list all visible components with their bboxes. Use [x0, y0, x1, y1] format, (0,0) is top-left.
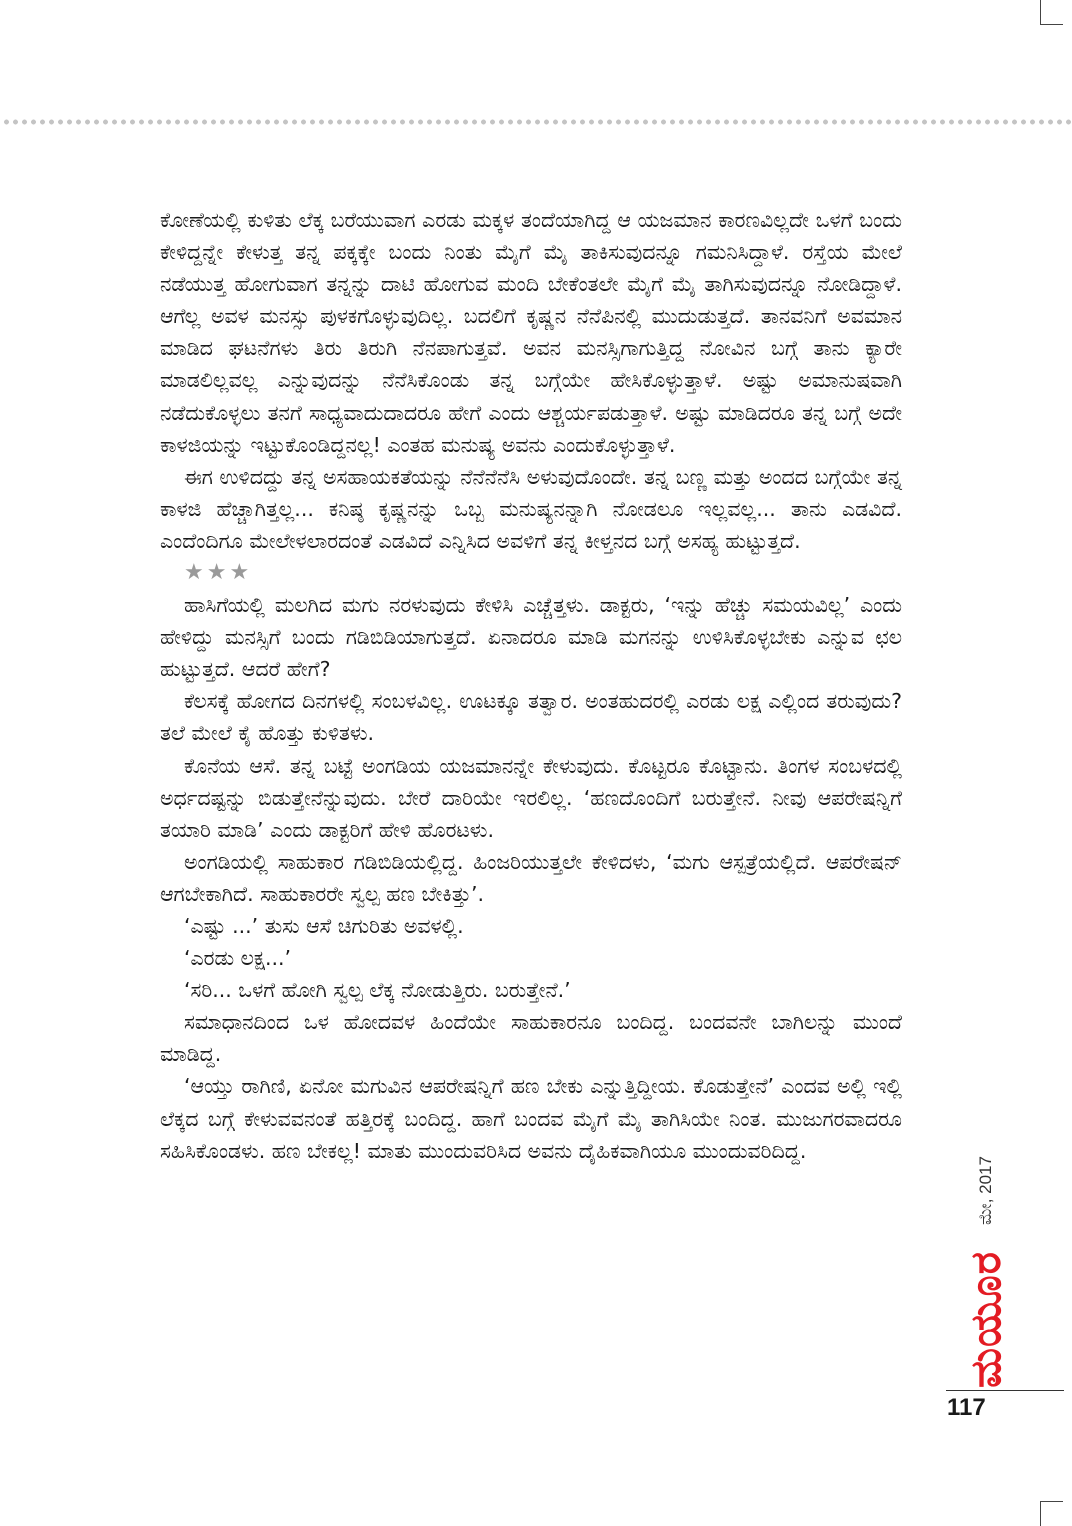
- page-number: 117: [947, 1394, 986, 1421]
- sidebar-masthead: [960, 1156, 1010, 1388]
- section-separator: ★★★: [184, 560, 253, 586]
- paragraph: ‘ಸರಿ... ಒಳಗೆ ಹೋಗಿ ಸ್ವಲ್ಪ ಲೆಕ್ಕ ನೋಡುತ್ತಿರು. ಬರುತ್ತೇನೆ.’: [184, 978, 571, 1003]
- paragraph: ಕೆಲಸಕ್ಕೆ ಹೋಗದ ದಿನಗಳಲ್ಲಿ ಸಂಬಳವಿಲ್ಲ. ಊಟಕ್ಕೂ ತತ್ವಾರ. ಅಂತಹುದರಲ್ಲಿ ಎರಡು ಲಕ್ಷ ಎಲ್ಲಿಂದ ತರುವುದು? ತಲೆ ಮೇಲೆ ಕೈ ಹೊತ್ತು ಕುಳಿತಳು.: [160, 689, 902, 746]
- footer-rule: [946, 1390, 1064, 1391]
- paragraph: ಈಗ ಉಳಿದದ್ದು ತನ್ನ ಅಸಹಾಯಕತೆಯನ್ನು ನೆನೆನೆನೆಸಿ ಅಳುವುದೊಂದೇ. ತನ್ನ ಬಣ್ಣ ಮತ್ತು ಅಂದದ ಬಗ್ಗೆಯೇ ತನ್ನ ಕಾಳಜಿ ಹೆಚ್ಚಾಗಿತ್ತಲ್ಲ... ಕನಿಷ್ಠ ಕೃಷ್ಣನನ್ನು ಒಬ್ಬ ಮನುಷ್ಯನನ್ನಾಗಿ ನೋಡಲೂ ಇಲ್ಲವಲ್ಲ... ತಾನು ಎಡವಿದೆ. ಎಂದೆಂದಿಗೂ ಮೇಲೇಳಲಾರದಂತೆ ಎಡವಿದೆ ಎನ್ನಿಸಿದ ಅವಳಿಗೆ ತನ್ನ ಕೀಳ್ತನದ ಬಗ್ಗೆ ಅಸಹ್ಯ ಹುಟ್ಟುತ್ತದೆ.: [160, 464, 902, 553]
- paragraph: ಕೊನೆಯ ಆಸೆ. ತನ್ನ ಬಟ್ಟೆ ಅಂಗಡಿಯ ಯಜಮಾನನ್ನೇ ಕೇಳುವುದು. ಕೊಟ್ಟರೂ ಕೊಟ್ಟಾನು. ತಿಂಗಳ ಸಂಬಳದಲ್ಲಿ ಅರ್ಧದಷ್ಟನ್ನು ಬಿಡುತ್ತೇನೆನ್ನುವುದು. ಬೇರೆ ದಾರಿಯೇ ಇರಲಿಲ್ಲ. ‘ಹಣದೊಂದಿಗೆ ಬರುತ್ತೇನೆ. ನೀವು ಆಪರೇಷನ್ನಿಗೆ ತಯಾರಿ ಮಾಡಿ’ ಎಂದು ಡಾಕ್ಟರಿಗೆ ಹೇಳಿ ಹೊರಟಳು.: [160, 753, 902, 842]
- crop-mark-bottom: [1040, 1501, 1063, 1526]
- paragraph: ಅಂಗಡಿಯಲ್ಲಿ ಸಾಹುಕಾರ ಗಡಿಬಿಡಿಯಲ್ಲಿದ್ದ. ಹಿಂಜರಿಯುತ್ತಲೇ ಕೇಳಿದಳು, ‘ಮಗು ಆಸ್ಪತ್ರೆಯಲ್ಲಿದೆ. ಆಪರೇಷನ್ ಆಗಬೇಕಾಗಿದೆ. ಸಾಹುಕಾರರೇ ಸ್ವಲ್ಪ ಹಣ ಬೇಕಿತ್ತು’.: [160, 849, 902, 906]
- paragraph: ‘ಎಷ್ಟು ...’ ತುಸು ಆಸೆ ಚಿಗುರಿತು ಅವಳಲ್ಲಿ.: [184, 913, 464, 938]
- article-body: [160, 204, 902, 1167]
- dotted-header-rule: [0, 118, 1072, 126]
- paragraph: ಸಮಾಧಾನದಿಂದ ಒಳ ಹೋದವಳ ಹಿಂದೆಯೇ ಸಾಹುಕಾರನೂ ಬಂದಿದ್ದ. ಬಂದವನೇ ಬಾಗಿಲನ್ನು ಮುಂದೆ ಮಾಡಿದ್ದ.: [160, 1010, 902, 1067]
- paragraph: ‘ಎರಡು ಲಕ್ಷ...’: [184, 946, 292, 971]
- paragraph: ‘ಆಯ್ತು ರಾಗಿಣಿ, ಏನೋ ಮಗುವಿನ ಆಪರೇಷನ್ನಿಗೆ ಹಣ ಬೇಕು ಎನ್ನುತ್ತಿದ್ದೀಯ. ಕೊಡುತ್ತೇನೆ’ ಎಂದವ ಅಲ್ಲಿ ಇಲ್ಲಿ ಲೆಕ್ಕದ ಬಗ್ಗೆ ಕೇಳುವವನಂತೆ ಹತ್ತಿರಕ್ಕೆ ಬಂದಿದ್ದ. ಹಾಗೆ ಬಂದವ ಮೈಗೆ ಮೈ ತಾಗಿಸಿಯೇ ನಿಂತ. ಮುಜುಗರವಾದರೂ ಸಹಿಸಿಕೊಂಡಳು. ಹಣ ಬೇಕಲ್ಲ! ಮಾತು ಮುಂದುವರಿಸಿದ ಅವನು ದೈಹಿಕವಾಗಿಯೂ ಮುಂದುವರಿದಿದ್ದ.: [160, 1074, 902, 1163]
- crop-mark-top: [1040, 0, 1063, 25]
- paragraph: ಕೋಣೆಯಲ್ಲಿ ಕುಳಿತು ಲೆಕ್ಕ ಬರೆಯುವಾಗ ಎರಡು ಮಕ್ಕಳ ತಂದೆಯಾಗಿದ್ದ ಆ ಯಜಮಾನ ಕಾರಣವಿಲ್ಲದೇ ಒಳಗೆ ಬಂದು ಕೇಳಿದ್ದನ್ನೇ ಕೇಳುತ್ತ ತನ್ನ ಪಕ್ಕಕ್ಕೇ ಬಂದು ನಿಂತು ಮೈಗೆ ಮೈ ತಾಕಿಸುವುದನ್ನೂ ಗಮನಿಸಿದ್ದಾಳೆ. ರಸ್ತೆಯ ಮೇಲೆ ನಡೆಯುತ್ತ ಹೋಗುವಾಗ ತನ್ನನ್ನು ದಾಟಿ ಹೋಗುವ ಮಂದಿ ಬೇಕೆಂತಲೇ ಮೈಗೆ ಮೈ ತಾಗಿಸುವುದನ್ನೂ ನೋಡಿದ್ದಾಳೆ. ಆಗೆಲ್ಲ ಅವಳ ಮನಸ್ಸು ಪುಳಕಗೊಳ್ಳುವುದಿಲ್ಲ. ಬದಲಿಗೆ ಕೃಷ್ಣನ ನೆನೆಪಿನಲ್ಲಿ ಮುದುಡುತ್ತದೆ. ತಾನವನಿಗೆ ಅವಮಾನ ಮಾಡಿದ ಘಟನೆಗಳು ತಿರು ತಿರುಗಿ ನೆನಪಾಗುತ್ತವೆ. ಅವನ ಮನಸ್ಸಿಗಾಗುತ್ತಿದ್ದ ನೋವಿನ ಬಗ್ಗೆ ತಾನು ಕ್ಯಾರೇ ಮಾಡಲಿಲ್ಲವಲ್ಲ ಎನ್ನುವುದನ್ನು ನೆನೆಸಿಕೊಂಡು ತನ್ನ ಬಗ್ಗೆಯೇ ಹೇಸಿಕೊಳ್ಳುತ್ತಾಳೆ. ಅಷ್ಟು ಅಮಾನುಷವಾಗಿ ನಡೆದುಕೊಳ್ಳಲು ತನಗೆ ಸಾಧ್ಯವಾದುದಾದರೂ ಹೇಗೆ ಎಂದು ಆಶ್ಚರ್ಯಪಡುತ್ತಾಳೆ. ಅಷ್ಟು ಮಾಡಿದರೂ ತನ್ನ ಬಗ್ಗೆ ಅದೇ ಕಾಳಜಿಯನ್ನು ಇಟ್ಟುಕೊಂಡಿದ್ದನಲ್ಲ! ಎಂತಹ ಮನುಷ್ಯ ಅವನು ಎಂದುಕೊಳ್ಳುತ್ತಾಳೆ.: [160, 208, 902, 457]
- issue-date: ಮೇ, 2017: [975, 1156, 995, 1226]
- paragraph: ಹಾಸಿಗೆಯಲ್ಲಿ ಮಲಗಿದ ಮಗು ನರಳುವುದು ಕೇಳಿಸಿ ಎಚ್ಚೆತ್ತಳು. ಡಾಕ್ಟರು, ‘ಇನ್ನು ಹೆಚ್ಚು ಸಮಯವಿಲ್ಲ’ ಎಂದು ಹೇಳಿದ್ದು ಮನಸ್ಸಿಗೆ ಬಂದು ಗಡಿಬಿಡಿಯಾಗುತ್ತದೆ. ಏನಾದರೂ ಮಾಡಿ ಮಗನನ್ನು ಉಳಿಸಿಕೊಳ್ಳಬೇಕು ಎನ್ನುವ ಛಲ ಹುಟ್ಟುತ್ತದೆ. ಆದರೆ ಹೇಗೆ?: [160, 593, 902, 682]
- magazine-logo: ಮಯೂರ: [960, 1251, 1010, 1388]
